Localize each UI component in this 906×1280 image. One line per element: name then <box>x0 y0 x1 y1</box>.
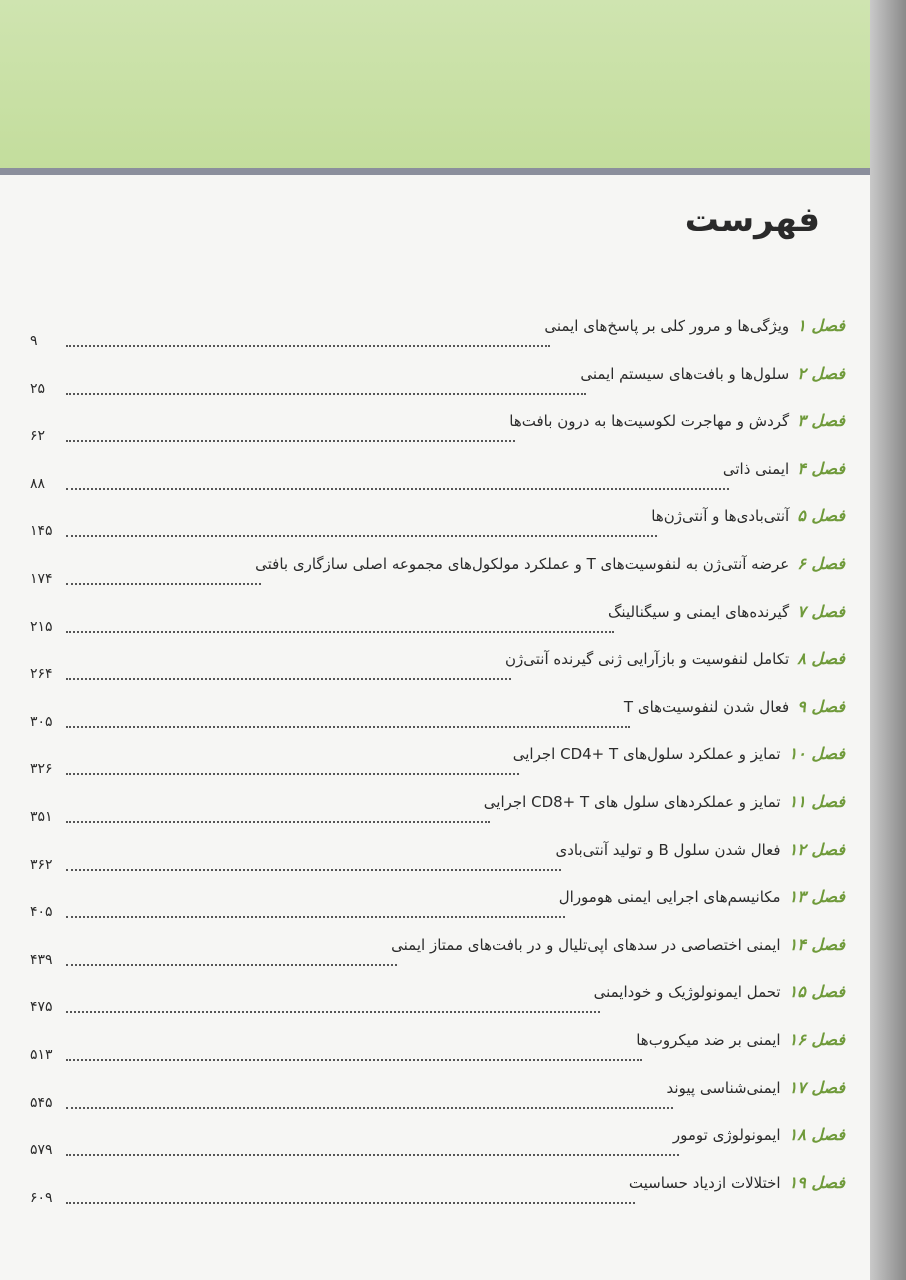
page-number: ۴۳۹ <box>30 951 53 968</box>
dot-leader <box>66 964 397 966</box>
chapter-label: فصل ۵ <box>797 506 845 526</box>
page-number: ۵۱۳ <box>30 1046 53 1063</box>
chapter-title: آنتی‌بادی‌ها و آنتی‌ژن‌ها <box>651 507 790 526</box>
toc-entry-heading <box>667 1067 845 1097</box>
toc-entry-heading <box>608 591 845 621</box>
page-number: ۴۷۵ <box>30 999 53 1016</box>
chapter-title: تمایز و عملکردهای سلول های CD8+ T اجرایی <box>483 792 781 811</box>
chapter-label: فصل ۸ <box>797 649 845 669</box>
toc-entry-heading <box>509 400 845 430</box>
toc-entry[interactable] <box>30 400 845 448</box>
chapter-label: فصل ۴ <box>797 458 845 478</box>
chapter-label: فصل ۱۵ <box>788 982 845 1002</box>
page-number: ۶۰۹ <box>30 1189 53 1206</box>
toc-entry-heading <box>624 686 845 716</box>
toc-entry-heading <box>555 829 845 859</box>
toc-entry[interactable] <box>30 876 845 924</box>
chapter-title: مکانیسم‌های اجرایی ایمنی هومورال <box>558 888 781 907</box>
chapter-title: ایمنی ذاتی <box>722 459 790 478</box>
chapter-label: فصل ۱۰ <box>788 744 845 764</box>
page-number: ۵۴۵ <box>30 1094 53 1111</box>
toc-entry-heading <box>580 353 845 383</box>
toc-entry[interactable] <box>30 1019 845 1067</box>
dot-leader <box>66 869 561 871</box>
toc-entry[interactable] <box>30 543 845 591</box>
chapter-label: فصل ۱۳ <box>788 887 845 907</box>
chapter-title: گیرنده‌های ایمنی و سیگنالینگ <box>608 602 790 621</box>
toc-entry-heading <box>559 876 845 906</box>
chapter-label: فصل ۳ <box>797 411 845 431</box>
chapter-label: فصل ۲ <box>797 363 845 383</box>
header-rule <box>0 168 870 175</box>
dot-leader <box>66 726 630 728</box>
chapter-title: فعال شدن سلول B و تولید آنتی‌بادی <box>555 840 781 859</box>
page-number: ۳۶۲ <box>30 856 53 873</box>
toc-entry-heading <box>484 781 845 811</box>
page-title: فهرست <box>684 200 820 240</box>
page-number: ۳۵۱ <box>30 808 53 825</box>
chapter-title: ایمونولوژی تومور <box>672 1126 781 1145</box>
chapter-label: فصل ۱۴ <box>788 934 845 954</box>
toc-entry[interactable] <box>30 924 845 972</box>
toc-entry[interactable] <box>30 1067 845 1115</box>
chapter-title: تکامل لنفوسیت و بازآرایی ژنی گیرنده آنتی‌ژن <box>505 650 790 669</box>
toc-entry[interactable] <box>30 781 845 829</box>
chapter-title: تحمل ایمونولوژیک و خودایمنی <box>593 983 781 1002</box>
chapter-label: فصل ۱۶ <box>788 1029 845 1049</box>
chapter-title: تمایز و عملکرد سلول‌های CD4+ T اجرایی <box>512 745 781 764</box>
toc-entry[interactable] <box>30 305 845 353</box>
toc-entry[interactable] <box>30 1114 845 1162</box>
toc-entry-heading <box>391 924 845 954</box>
dot-leader <box>66 1011 600 1013</box>
chapter-title: سلول‌ها و بافت‌های سیستم ایمنی <box>580 364 790 383</box>
toc-entry-heading <box>629 1162 845 1192</box>
dot-leader <box>66 1107 673 1109</box>
page-number: ۵۷۹ <box>30 1142 53 1159</box>
toc-entry-heading <box>544 305 845 335</box>
toc-entry[interactable] <box>30 686 845 734</box>
chapter-label: فصل ۱ <box>797 316 845 335</box>
toc-entry[interactable] <box>30 829 845 877</box>
dot-leader <box>66 916 565 918</box>
dot-leader <box>66 535 657 537</box>
dot-leader <box>66 1202 635 1204</box>
page-number: ۸۸ <box>30 475 46 492</box>
chapter-title: ایمنی اختصاصی در سدهای اپی‌تلیال و در بافت‌های ممتاز ایمنی <box>391 935 781 954</box>
dot-leader <box>66 1059 642 1061</box>
page-number: ۲۱۵ <box>30 618 53 635</box>
toc-entry[interactable] <box>30 971 845 1019</box>
dot-leader <box>66 393 586 395</box>
dot-leader <box>66 583 261 585</box>
toc-entry[interactable] <box>30 638 845 686</box>
chapter-label: فصل ۹ <box>797 696 845 716</box>
chapter-title: ایمنی‌شناسی پیوند <box>666 1078 781 1097</box>
toc-entry-heading <box>723 448 845 478</box>
page-number: ۱۴۵ <box>30 523 53 540</box>
toc-entry-heading <box>594 971 845 1001</box>
page-number: ۹ <box>30 333 38 349</box>
toc-entry[interactable] <box>30 591 845 639</box>
page-number: ۲۶۴ <box>30 666 53 683</box>
dot-leader <box>66 773 519 775</box>
chapter-label: فصل ۱۲ <box>788 839 845 859</box>
header-band <box>0 0 870 172</box>
toc-entry[interactable] <box>30 448 845 496</box>
chapter-label: فصل ۷ <box>797 601 845 621</box>
toc-entry[interactable] <box>30 1162 845 1210</box>
page-number: ۳۲۶ <box>30 761 53 778</box>
toc-entry-heading <box>513 733 845 763</box>
chapter-label: فصل ۱۷ <box>788 1077 845 1097</box>
chapter-label: فصل ۱۸ <box>788 1125 845 1145</box>
chapter-label: فصل ۱۹ <box>788 1172 845 1192</box>
toc-entry[interactable] <box>30 733 845 781</box>
dot-leader <box>66 821 490 823</box>
dot-leader <box>66 1154 679 1156</box>
dot-leader <box>66 631 614 633</box>
dot-leader <box>66 440 515 442</box>
chapter-title: گردش و مهاجرت لکوسیت‌ها به درون بافت‌ها <box>509 412 790 431</box>
dot-leader <box>66 488 729 490</box>
toc-entry-heading <box>255 543 845 573</box>
page-number: ۴۰۵ <box>30 904 53 921</box>
dot-leader <box>66 678 511 680</box>
chapter-title: ویژگی‌ها و مرور کلی بر پاسخ‌های ایمنی <box>544 317 790 335</box>
page-number: ۲۵ <box>30 380 46 397</box>
toc-entry[interactable] <box>30 495 845 543</box>
toc-entry-heading <box>673 1114 845 1144</box>
page-number: ۶۲ <box>30 428 46 445</box>
chapter-title: اختلالات ازدیاد حساسیت <box>628 1173 781 1192</box>
toc-entry-heading <box>505 638 845 668</box>
chapter-title: فعال شدن لنفوسیت‌های T <box>623 697 790 716</box>
toc-entry-heading <box>636 1019 845 1049</box>
dot-leader <box>66 345 550 347</box>
chapter-title: ایمنی بر ضد میکروب‌ها <box>636 1030 781 1049</box>
toc-entry[interactable] <box>30 353 845 401</box>
book-edge <box>870 0 906 1280</box>
page-number: ۳۰۵ <box>30 713 53 730</box>
chapter-label: فصل ۱۱ <box>788 791 845 811</box>
chapter-label: فصل ۶ <box>797 553 845 573</box>
toc-list <box>30 305 845 1209</box>
page-number: ۱۷۴ <box>30 570 53 587</box>
chapter-title: عرضه آنتی‌ژن به لنفوسیت‌های T و عملکرد مولکول‌های مجموعه اصلی سازگاری بافتی <box>255 554 790 573</box>
toc-entry-heading <box>651 495 845 525</box>
